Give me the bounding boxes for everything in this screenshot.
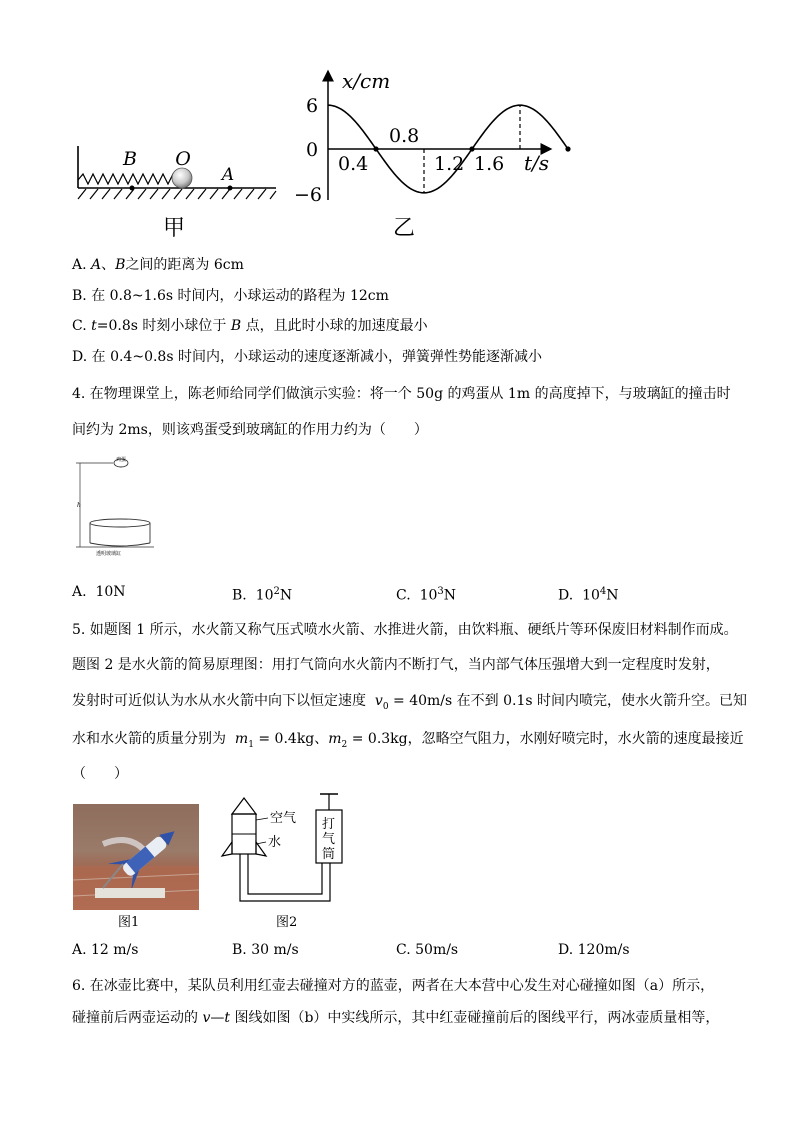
q3-option-c[interactable]: C. t=0.8s 时刻小球位于 B 点，且此时小球的加速度最小: [72, 318, 428, 334]
water-rocket-schematic: [208, 788, 358, 913]
q3-option-a[interactable]: A. A、B之间的距离为 6cm: [72, 257, 244, 273]
fig2-caption: 图2: [276, 915, 298, 930]
h-label: h: [77, 502, 81, 509]
q5-stem-line2: 题图 2 是水火箭的简易原理图：用打气筒向水火箭内不断打气，当内部气体压强增大到一定程度时发射，: [72, 657, 720, 673]
y-axis-label: x/cm: [342, 69, 391, 93]
q5-option-d[interactable]: D. 120m/s: [558, 942, 630, 958]
q6-stem-line2: 碰撞前后两壶运动的 v—t 图线如图（b）中实线所示，其中红壶碰撞前后的图线平行，两冰壶质量相等，: [72, 1010, 720, 1026]
q5-stem-line1: 5. 如题图 1 所示，水火箭又称气压式喷水火箭、水推进火箭，由饮料瓶、硬纸片等环保废旧材料制作而成。: [72, 622, 738, 638]
q3-option-b[interactable]: B. 在 0.8~1.6s 时间内，小球运动的路程为 12cm: [72, 288, 389, 304]
xt-graph: [294, 64, 562, 244]
zero-crossing-point: [565, 146, 570, 151]
spring: [78, 174, 178, 184]
point-A-dot: [228, 186, 233, 191]
q4-stem-line1: 4. 在物理课堂上，陈老师给同学们做演示实验：将一个 50g 的鸡蛋从 1m 的高度掉下，与玻璃缸的撞击时: [72, 386, 731, 402]
q4-option-c[interactable]: C. $10^3N$: [396, 586, 457, 604]
tick-x-0.4: 0.4: [338, 153, 369, 175]
q5-option-b[interactable]: B. 30 m/s: [232, 942, 299, 958]
q4-stem-line2: 间约为 2ms，则该鸡蛋受到玻璃缸的作用力约为（ ）: [72, 422, 428, 438]
ball: [172, 168, 192, 188]
tick-x-0.8: 0.8: [389, 125, 420, 147]
pump-label-3: 筒: [322, 847, 336, 862]
tick-y-0: 0: [306, 139, 319, 161]
q3-option-d[interactable]: D. 在 0.4~0.8s 时间内，小球运动的速度逐渐减小，弹簧弹性势能逐渐减小: [72, 349, 542, 365]
egg-label: 鸡蛋: [116, 457, 127, 463]
q5-stem-line4: 水和水火箭的质量分别为 $m_1 = 0.4kg$、$m_2 = 0.3kg$，忽略空气阻力，水刚好喷完时，水火箭的速度最接近: [72, 731, 744, 750]
q4-option-d[interactable]: D. $10^4N$: [558, 586, 619, 604]
zero-crossing-point: [373, 146, 378, 151]
q6-stem-line1: 6. 在冰壶比赛中，某队员利用红壶去碰撞对方的蓝壶，两者在大本营中心发生对心碰撞如图（a）所示，: [72, 978, 715, 994]
q5-stem-line5: （ ）: [72, 766, 128, 782]
option-label: A.: [72, 257, 92, 273]
label-B: B: [123, 148, 137, 170]
egg-drop-figure: [74, 452, 164, 557]
x-axis-label: t/s: [524, 151, 550, 175]
q5-option-c[interactable]: C. 50m/s: [396, 942, 459, 958]
pump-label-1: 打: [322, 817, 336, 832]
caption-jia: 甲: [162, 216, 186, 241]
water-label: 水: [268, 835, 282, 850]
point-B-dot: [130, 186, 135, 191]
fig1-caption: 图1: [118, 915, 140, 930]
tick-x-1.6: 1.6: [474, 153, 505, 175]
q5-option-a[interactable]: A. 12 m/s: [72, 942, 139, 958]
tick-y-neg6: −6: [294, 184, 323, 206]
tick-y-6: 6: [306, 95, 319, 117]
zero-crossing-point: [469, 146, 474, 151]
water-rocket-photo: [73, 804, 199, 910]
rocket-nose: [232, 798, 256, 814]
label-A: A: [221, 165, 235, 185]
q5-stem-line3: 发射时可近似认为水从水火箭中向下以恒定速度 $v_0 = 40m/s$ 在不到 0.1s 时间内喷完，使水火箭升空。已知: [72, 693, 747, 712]
air-label: 空气: [270, 811, 297, 826]
spring-ball-figure: [70, 140, 280, 245]
q4-option-a[interactable]: A. 10N: [72, 584, 126, 600]
tick-x-1.2: 1.2: [434, 153, 465, 175]
pump-label-2: 气: [322, 832, 336, 847]
tank-label: 透明玻璃缸: [96, 551, 122, 557]
q4-option-b[interactable]: B. $10^2N$: [232, 586, 293, 604]
caption-yi: 乙: [392, 216, 416, 241]
label-O: O: [175, 148, 191, 170]
glass-tank-icon: [90, 519, 150, 527]
